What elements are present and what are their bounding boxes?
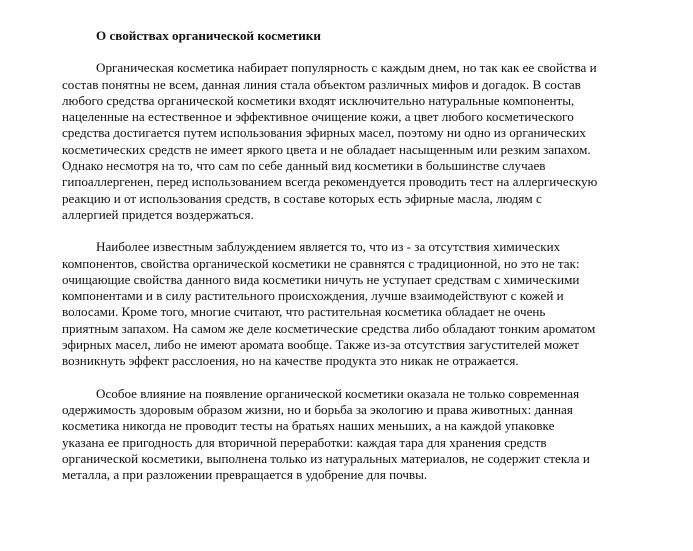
paragraph-line: компонентами и в силу растительного происхождения, лучше взаимодействуют с кожей и [62,288,564,304]
paragraph-line: компонентов, свойства органической косметики не сравнятся с традиционной, но это не так: [62,255,580,271]
paragraph-1 [62,60,662,223]
paragraph-line: гипоаллергенен, перед использованием всегда рекомендуется проводить тест на аллергическую [62,174,598,190]
paragraph-line: аллергией придется воздержаться. [62,206,254,222]
paragraph-line: приятным запахом. На самом же деле косметические средства либо обладают тонким ароматом [62,320,596,336]
paragraph-line: любого средства органической косметики входят исключительно натуральные компоненты, [62,92,575,108]
paragraph-line: косметика никогда не проводит тесты на братьях наших меньших, а на каждой упаковке [62,418,555,434]
paragraph-line: возникнуть эффект расслоения, но на качестве продукта это никак не отражается. [62,353,519,369]
paragraph-line: Наиболее известным заблуждением является то, что из - за отсутствия химических [96,239,561,255]
paragraph-line: Органическая косметика набирает популярность с каждым днем, но так как ее свойства и [96,60,597,76]
paragraph-line: металла, а при разложении превращается в удобрение для почвы. [62,467,428,483]
document-title: О свойствах органической косметики [96,28,321,43]
paragraph-line: Однако несмотря на то, что сам по себе данный вид косметики в большинстве случаев [62,158,546,174]
document-page [62,28,662,499]
paragraph-line: волосами. Кроме того, многие считают, что растительная косметика обладает не очень [62,304,546,320]
paragraph-line: реакцию и от использования средств, в составе которых есть эфирные масла, людям с [62,190,542,206]
paragraph-3 [62,386,662,484]
paragraph-line: органической косметики, выполнена только из натуральных материалов, не содержит стекла и [62,450,590,466]
paragraph-2 [62,239,662,369]
paragraph-line: средства достигается путем использования эфирных масел, поэтому ни одно из органических [62,125,586,141]
paragraph-line: очищающие свойства данного вида косметики ничуть не уступает средствам с химическими [62,271,580,287]
paragraph-line: эфирных масел, либо не имеют аромата вообще. Также из-за отсутствия загустителей может [62,337,579,353]
paragraph-line: косметических средств не имеет яркого цвета и не обладает насыщенным или резким запахом. [62,141,591,157]
paragraph-line: нацеленные на естественное и эффективное очищение кожи, а цвет любого косметического [62,109,574,125]
paragraph-line: состав понятны не всем, данная линия стала объектом различных мифов и догадок. В состав [62,76,581,92]
paragraph-line: одержимость здоровым образом жизни, но и борьба за экологию и права животных: данная [62,401,573,417]
paragraph-line: указана ее пригодность для вторичной переработки: каждая тара для хранения средств [62,434,547,450]
paragraph-line: Особое влияние на появление органической косметики оказала не только современная [96,385,580,401]
